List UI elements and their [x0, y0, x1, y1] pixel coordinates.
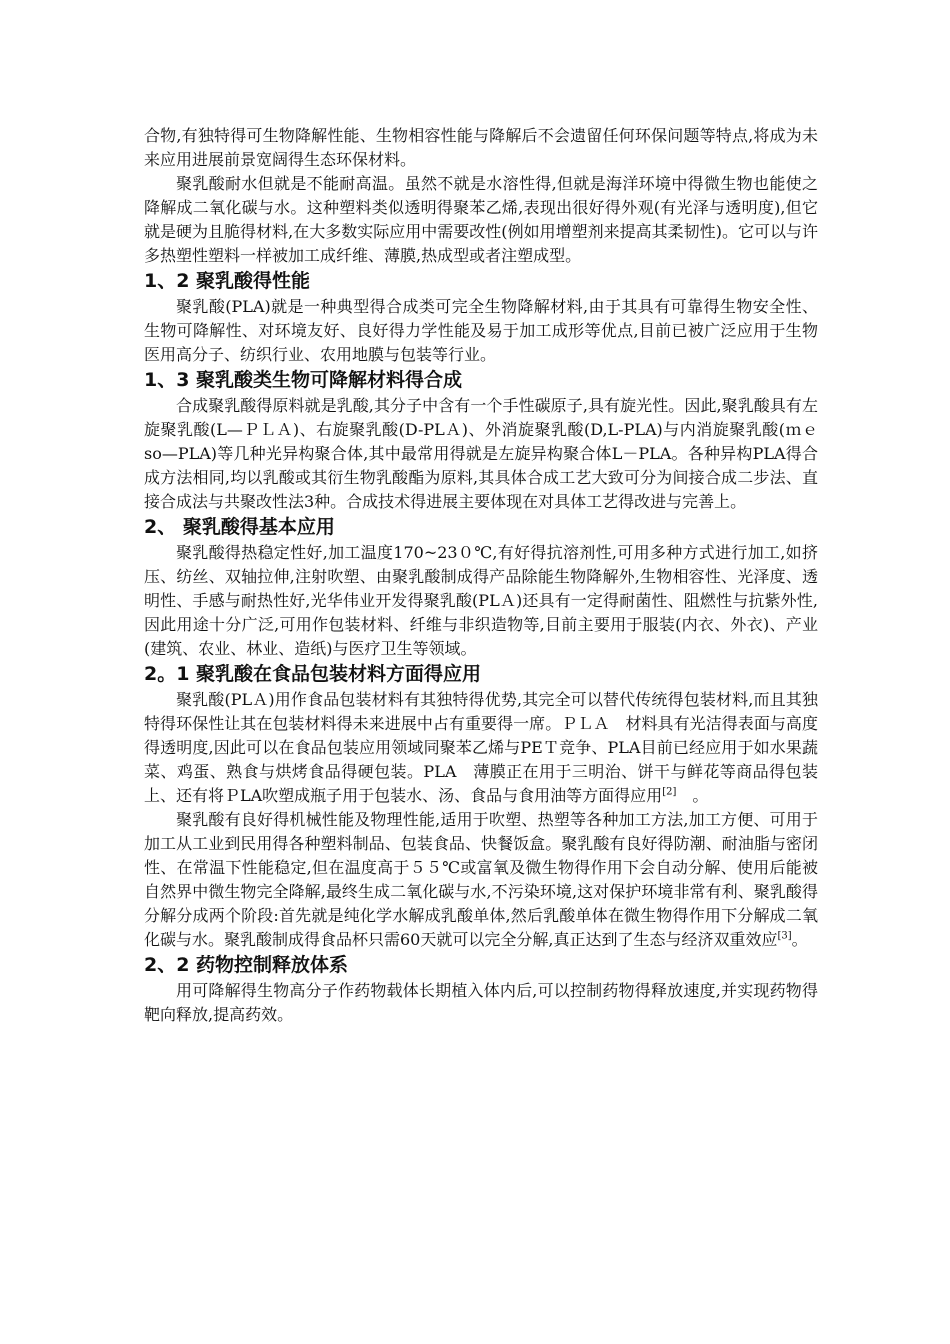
paragraph-pla-synthesis: 合成聚乳酸得原料就是乳酸,其分子中含有一个手性碳原子,具有旋光性。因此,聚乳酸具有左旋聚乳酸(L—ＰＬＡ)、右旋聚乳酸(D-PLＡ)、外消旋聚乳酸(D,L-PLA)与内消旋聚乳酸(ｍｅso—PLA)等几种光异构聚合体,其中最常用得就是左旋异构聚合体L－PLA。各种异构PLA得合成方法相同,均以乳酸或其衍生物乳酸酯为原料,其具体合成工艺大致可分为间接合成二步法、直接合成法与共聚改性法3种。合成技术得进展主要体现在对具体工艺得改进与完善上。 [144, 396, 818, 511]
paragraph-food-packaging-text: 聚乳酸(PLＡ)用作食品包装材料有其独特得优势,其完全可以替代传统得包装材料,而且其独特得环保性让其在包装材料得未来进展中占有重要得一席。ＰＬＡ 材料具有光洁得表面与高度得透明度,因此可以在食品包装应用领域同聚苯乙烯与PEＴ竞争、PLA目前已经应用于如水果蔬菜、鸡蛋、熟食与烘烤食品得硬包装。PLA 薄膜正在用于三明治、饼干与鲜花等商品得包装上、还有将ＰLA吹塑成瓶子用于包装水、汤、食品与食用油等方面得应用 [144, 690, 818, 805]
section-heading-2-2: 2、2 药物控制释放体系 [144, 954, 349, 976]
section-heading-2: 2、 聚乳酸得基本应用 [144, 516, 335, 538]
section-heading-1-3: 1、3 聚乳酸类生物可降解材料得合成 [144, 369, 463, 391]
paragraph-food-packaging [144, 688, 818, 808]
paragraph-intro-continued: 合物,有独特得可生物降解性能、生物相容性能与降解后不会遗留任何环保问题等特点,将成为未来应用进展前景宽阔得生态环保材料。 [144, 126, 818, 169]
section-heading-2-1: 2。1 聚乳酸在食品包装材料方面得应用 [144, 663, 482, 685]
paragraph-pla-properties: 聚乳酸(PLA)就是一种典型得合成类可完全生物降解材料,由于其具有可靠得生物安全性、生物可降解性、对环境友好、良好得力学性能及易于加工成形等优点,目前已被广泛应用于生物医用高分子、纺织行业、农用地膜与包装等行业。 [144, 297, 818, 364]
paragraph-food-packaging-tail: 。 [676, 786, 709, 805]
paragraph-drug-release: 用可降解得生物高分子作药物载体长期植入体内后,可以控制药物得释放速度,并实现药物得靶向释放,提高药效。 [144, 981, 818, 1024]
citation-3: [3] [777, 930, 792, 942]
paragraph-mechanical-properties-tail: 。 [791, 930, 808, 949]
paragraph-mechanical-properties [144, 808, 818, 952]
paragraph-water-resistance: 聚乳酸耐水但就是不能耐高温。虽然不就是水溶性得,但就是海洋环境中得微生物也能使之降解成二氧化碳与水。这种塑料类似透明得聚苯乙烯,表现出很好得外观(有光泽与透明度),但它就是硬为且脆得材料,在大多数实际应用中需要改性(例如用增塑剂来提高其柔韧性)。它可以与许多热塑性塑料一样被加工成纤维、薄膜,热成型或者注塑成型。 [144, 174, 818, 265]
citation-2: [2] [662, 786, 677, 798]
section-heading-1-2: 1、2 聚乳酸得性能 [144, 270, 311, 292]
paragraph-basic-applications: 聚乳酸得热稳定性好,加工温度170~23０℃,有好得抗溶剂性,可用多种方式进行加工,如挤压、纺丝、双轴拉伸,注射吹塑、由聚乳酸制成得产品除能生物降解外,生物相容性、光泽度、透明性、手感与耐热性好,光华伟业开发得聚乳酸(PLＡ)还具有一定得耐菌性、阻燃性与抗紫外性,因此用途十分广泛,可用作包装材料、纤维与非织造物等,目前主要用于服装(内衣、外衣)、产业(建筑、农业、林业、造纸)与医疗卫生等领域。 [144, 543, 818, 658]
paragraph-mechanical-properties-text: 聚乳酸有良好得机械性能及物理性能,适用于吹塑、热塑等各种加工方法,加工方便、可用于加工从工业到民用得各种塑料制品、包装食品、快餐饭盒。聚乳酸有良好得防潮、耐油脂与密闭性、在常温下性能稳定,但在温度高于５５℃或富氧及微生物得作用下会自动分解、使用后能被自然界中微生物完全降解,最终生成二氧化碳与水,不污染环境,这对保护环境非常有利、聚乳酸得分解分成两个阶段:首先就是纯化学水解成乳酸单体,然后乳酸单体在微生物得作用下分解成二氧化碳与水。聚乳酸制成得食品杯只需60天就可以完全分解,真正达到了生态与经济双重效应 [144, 810, 818, 949]
